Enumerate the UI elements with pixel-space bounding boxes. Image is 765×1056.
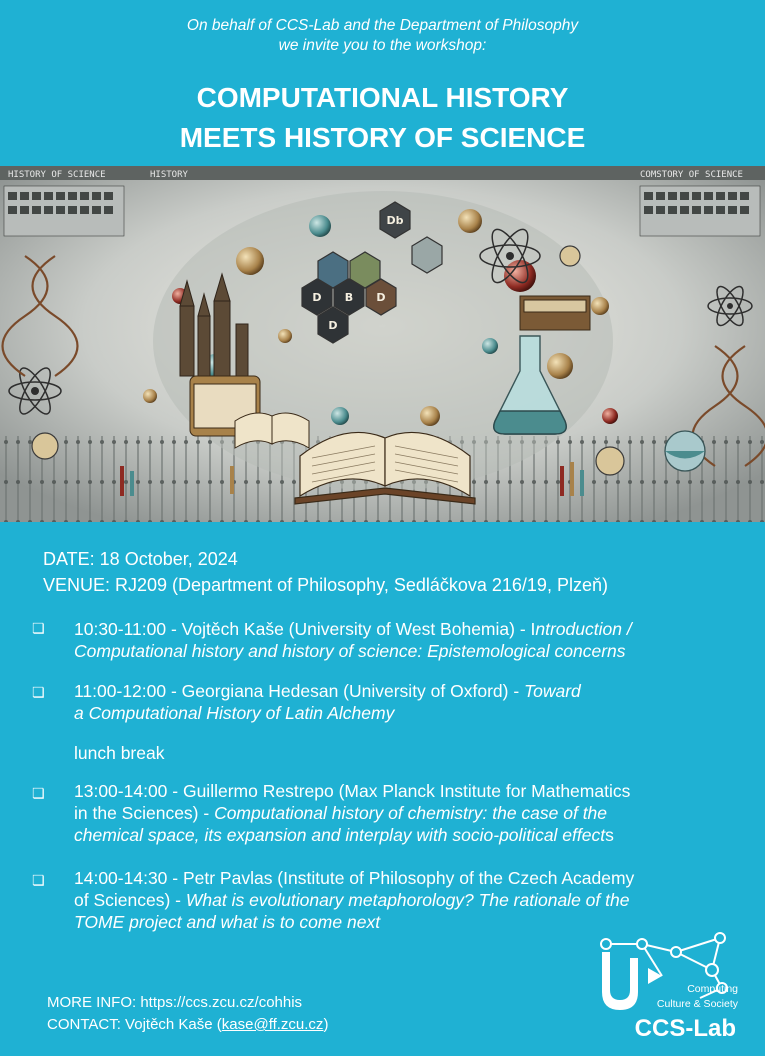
item-3-title-start: Computational history of chemistry: the case of the xyxy=(214,803,608,823)
logo-name: CCS-Lab xyxy=(634,1015,736,1042)
invitation-text xyxy=(0,16,765,56)
contact-line xyxy=(47,1015,328,1035)
banner-label-right: COMSTORY OF SCIENCE xyxy=(640,170,743,180)
title-line-1: COMPUTATIONAL HISTORY xyxy=(196,82,569,113)
item-2-speaker: 11:00-12:00 - Georgiana Hedesan (University of Oxford) - xyxy=(74,681,525,701)
item-1-speaker: 10:30-11:00 - Vojtěch Kaše (University of West Bohemia) - I xyxy=(74,619,536,639)
title-line-2: MEETS HISTORY OF SCIENCE xyxy=(179,122,586,153)
banner-illustration xyxy=(0,166,765,522)
lunch-break: lunch break xyxy=(74,743,165,763)
hex-letter-3: D xyxy=(376,291,386,304)
item-2-title-rest: a Computational History of Latin Alchemy xyxy=(74,703,395,723)
bullet-icon: ❏ xyxy=(32,872,45,888)
hex-letter-4: D xyxy=(328,319,338,332)
logo-line-1: Computing xyxy=(687,983,738,995)
contact-suffix: ) xyxy=(323,1016,329,1033)
more-info-text: MORE INFO: https://ccs.zcu.cz/cohhis xyxy=(47,994,303,1011)
item-1-title-rest: Computational history and history of science: Epistemological concerns xyxy=(74,641,626,661)
item-4-affiliation: of Sciences) - xyxy=(74,890,186,910)
contact-email-link[interactable]: kase@ff.zcu.cz xyxy=(221,1016,324,1033)
bullet-icon: ❏ xyxy=(32,620,45,636)
item-4-title-start: What is evolutionary metaphorology? The rationale of the xyxy=(185,890,630,910)
item-4-title-rest: TOME project and what is to come next xyxy=(74,912,381,932)
event-date: DATE: 18 October, 2024 xyxy=(43,549,238,569)
item-3-affiliation: in the Sciences) - xyxy=(74,803,215,823)
item-3-title-end: s xyxy=(605,825,614,845)
ccs-lab-logo xyxy=(596,930,756,1045)
item-3-speaker: 13:00-14:00 - Guillermo Restrepo (Max Planck Institute for Mathematics xyxy=(74,781,631,801)
program-item-3 xyxy=(74,780,754,846)
hex-label-db: Db xyxy=(386,214,404,227)
event-venue: VENUE: RJ209 (Department of Philosophy, Sedláčkova 216/19, Plzeň) xyxy=(43,575,608,595)
network-logo-icon xyxy=(596,930,756,1045)
bullet-icon: ❏ xyxy=(32,684,45,700)
banner-artwork xyxy=(0,166,765,522)
program-item-2 xyxy=(74,680,754,724)
banner-label-mid: HISTORY xyxy=(150,170,188,180)
item-3-title-rest: chemical space, its expansion and interplay with socio-political effect xyxy=(74,825,606,845)
item-2-title-start: Toward xyxy=(524,681,581,701)
program-item-4 xyxy=(74,867,754,933)
item-1-title-start: ntroduction / xyxy=(535,619,632,639)
hex-letter-1: D xyxy=(312,291,322,304)
item-4-speaker: 14:00-14:30 - Petr Pavlas (Institute of Philosophy of the Czech Academy xyxy=(74,868,635,888)
workshop-title xyxy=(0,78,765,158)
intro-line-1: On behalf of CCS-Lab and the Department of Philosophy xyxy=(186,17,579,34)
banner-label-left: HISTORY OF SCIENCE xyxy=(8,170,106,180)
contact-prefix: CONTACT: Vojtěch Kaše ( xyxy=(47,1016,222,1033)
bullet-icon: ❏ xyxy=(32,785,45,801)
hex-letter-2: B xyxy=(344,291,354,304)
logo-line-2: Culture & Society xyxy=(656,998,738,1010)
program-item-1 xyxy=(74,618,754,662)
intro-line-2: we invite you to the workshop: xyxy=(278,37,487,54)
